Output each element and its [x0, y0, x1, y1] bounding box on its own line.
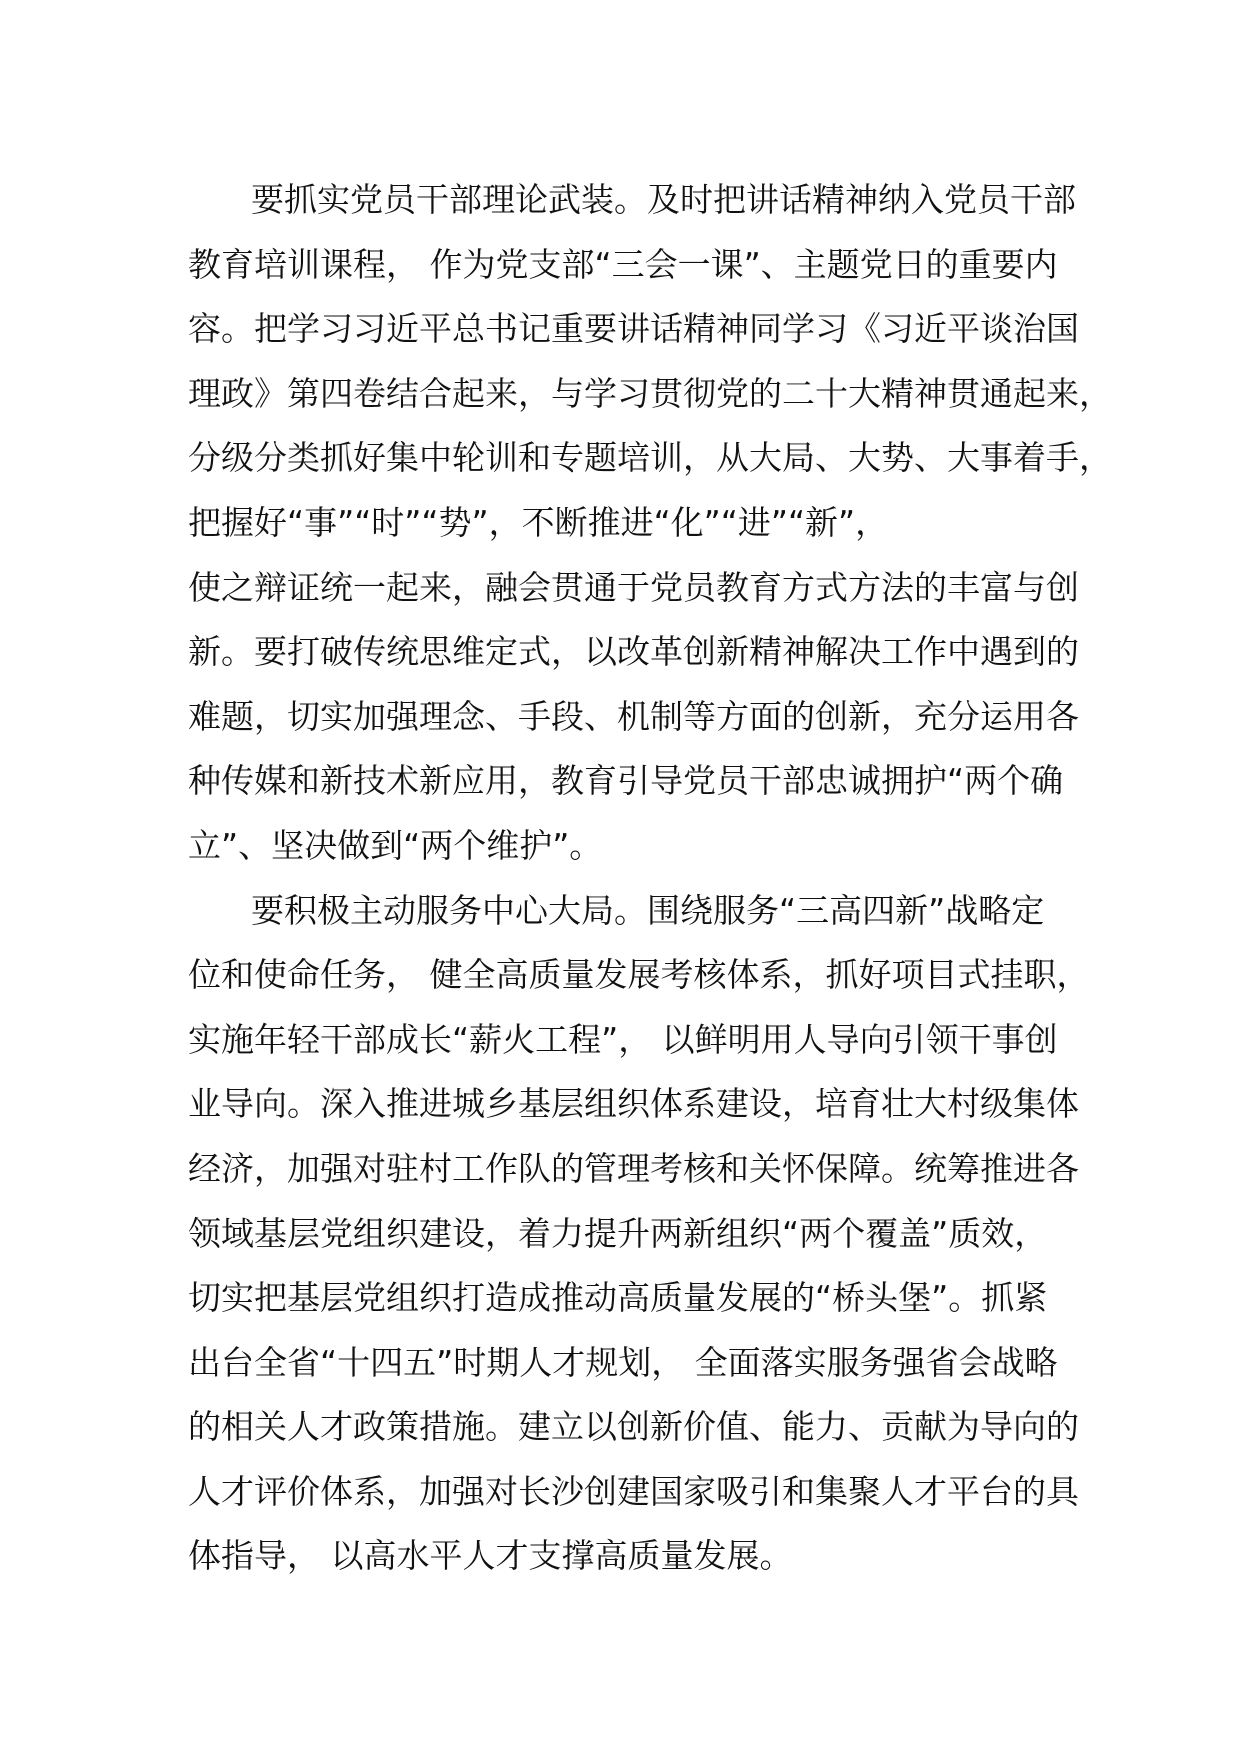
paragraph-theory-arming	[188, 168, 1112, 879]
paragraph-line: 分级分类抓好集中轮训和专题培训，从大局、大势、大事着手，	[188, 438, 1112, 478]
paragraph-serve-overall-situation	[188, 879, 1088, 1590]
paragraph-line: 把握好“事”“时”“势”，不断推进“化”“进”“新”，	[188, 502, 889, 542]
paragraph-line: 经济，加强对驻村工作队的管理考核和关怀保障。统筹推进各	[188, 1148, 1079, 1188]
paragraph-line: 业导向。深入推进城乡基层组织体系建设，培育壮大村级集体	[188, 1084, 1079, 1124]
paragraph-line: 出台全省“十四五”时期人才规划， 全面落实服务强省会战略	[188, 1342, 1058, 1382]
paragraph-line: 位和使命任务， 健全高质量发展考核体系，抓好项目式挂职，	[188, 955, 1090, 995]
paragraph-line: 体指导， 以高水平人才支撑高质量发展。	[188, 1536, 793, 1576]
paragraph-line: 教育培训课程， 作为党支部“三会一课”、主题党日的重要内	[188, 244, 1058, 284]
paragraph-line: 难题，切实加强理念、手段、机制等方面的创新，充分运用各	[188, 696, 1079, 736]
paragraph-line: 新。要打破传统思维定式，以改革创新精神解决工作中遇到的	[188, 632, 1079, 672]
paragraph-line: 理政》第四卷结合起来，与学习贯彻党的二十大精神贯通起来，	[188, 373, 1112, 413]
paragraph-line: 要积极主动服务中心大局。围绕服务“三高四新”战略定	[251, 890, 1045, 930]
paragraph-line: 立”、坚决做到“两个维护”。	[188, 825, 603, 865]
document-body	[188, 168, 1112, 1589]
paragraph-line: 切实把基层党组织打造成推动高质量发展的“桥头堡”。抓紧	[188, 1278, 1048, 1318]
paragraph-line: 的相关人才政策措施。建立以创新价值、能力、贡献为导向的	[188, 1407, 1079, 1447]
paragraph-line: 领域基层党组织建设，着力提升两新组织“两个覆盖”质效，	[188, 1213, 1048, 1253]
paragraph-line: 种传媒和新技术新应用，教育引导党员干部忠诚拥护“两个确	[188, 761, 1064, 801]
paragraph-line: 要抓实党员干部理论武装。及时把讲话精神纳入党员干部	[251, 180, 1076, 219]
paragraph-line: 实施年轻干部成长“薪火工程”， 以鲜明用人导向引领干事创	[188, 1019, 1058, 1059]
paragraph-line: 容。把学习习近平总书记重要讲话精神同学习《习近平谈治国	[188, 309, 1079, 349]
paragraph-line: 人才评价体系，加强对长沙创建国家吸引和集聚人才平台的具	[188, 1471, 1079, 1511]
paragraph-line: 使之辩证统一起来，融会贯通于党员教育方式方法的丰富与创	[188, 567, 1079, 607]
